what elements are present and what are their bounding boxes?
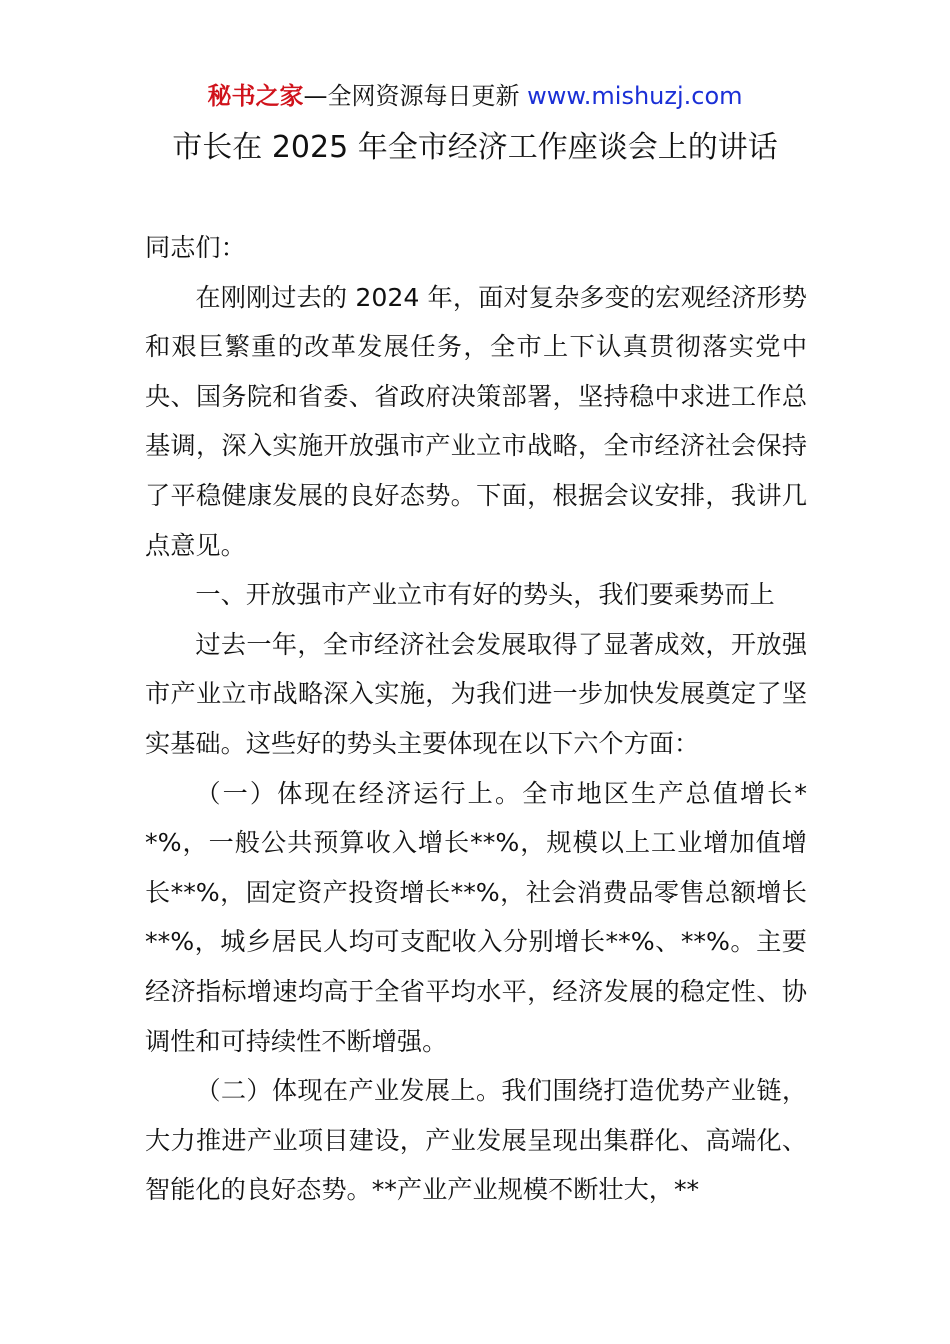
- document-body: [145, 223, 807, 1215]
- section-heading: 一、开放强市产业立市有好的势头，我们要乘势而上: [195, 580, 775, 610]
- brand-name: 秘书之家: [207, 82, 304, 110]
- site-url[interactable]: www.mishuzj.com: [527, 82, 743, 110]
- paragraph-industry: （二）体现在产业发展上。我们围绕打造优势产业链，大力推进产业项目建设，产业发展呈现出集群化、高端化、智能化的良好态势。**产业产业规模不断壮大，**: [145, 1076, 807, 1205]
- salutation: 同志们：: [145, 233, 246, 262]
- paragraph-overview: 过去一年，全市经济社会发展取得了显著成效，开放强市产业立市战略深入实施，为我们进一步加快发展奠定了坚实基础。这些好的势头主要体现在以下六个方面：: [145, 629, 807, 758]
- header-tagline: —全网资源每日更新: [303, 82, 528, 110]
- paragraph-economy: （一）体现在经济运行上。全市地区生产总值增长**%，一般公共预算收入增长**%，规模以上工业增加值增长**%，固定资产投资增长**%，社会消费品零售总额增长**%，城乡居民人均可支配收入分别增长**%、**%。主要经济指标增速均高于全省平均水平，经济发展的稳定性、协调性和可持续性不断增强。: [145, 778, 807, 1056]
- paragraph-intro: 在刚刚过去的 2024 年，面对复杂多变的宏观经济形势和艰巨繁重的改革发展任务，全市上下认真贯彻落实党中央、国务院和省委、省政府决策部署，坚持稳中求进工作总基调，深入实施开放强市产业立市战略，全市经济社会保持了平稳健康发展的良好态势。下面，根据会议安排，我讲几点意见。: [145, 282, 807, 560]
- watermark-header: [0, 78, 950, 114]
- document-title: 市长在 2025 年全市经济工作座谈会上的讲话: [172, 130, 778, 165]
